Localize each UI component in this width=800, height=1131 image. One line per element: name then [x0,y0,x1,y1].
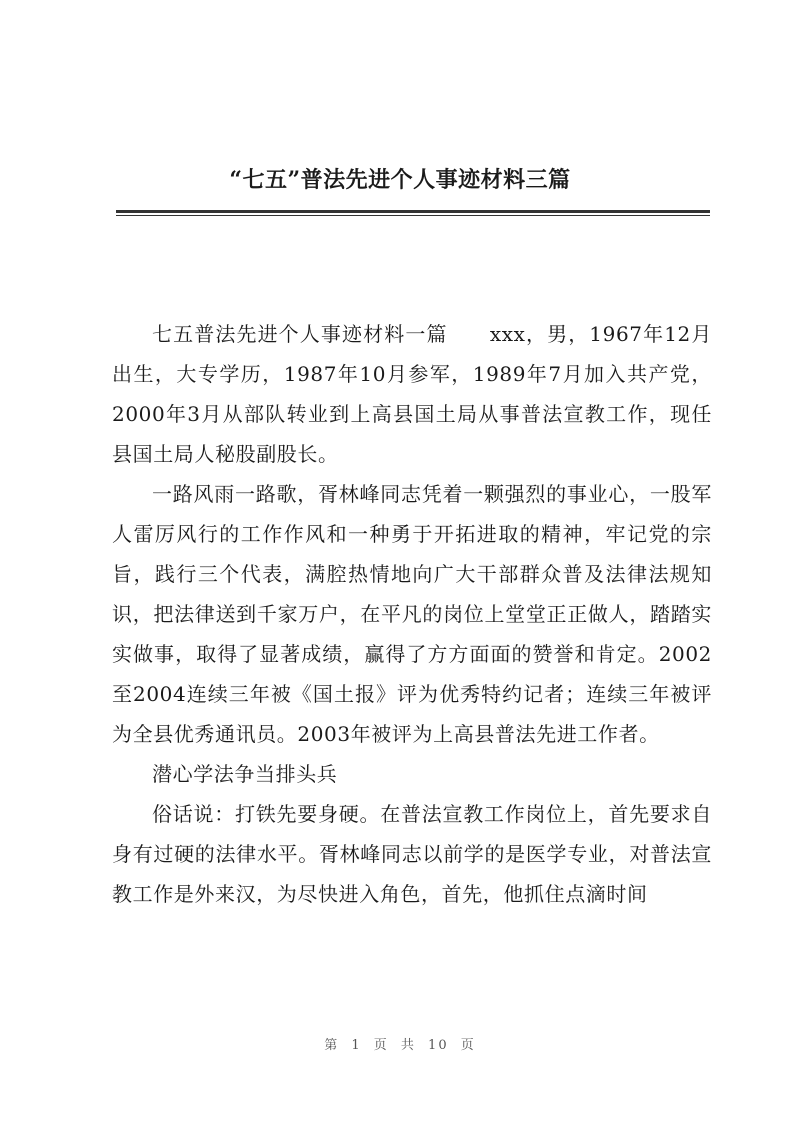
title-divider [116,210,710,216]
section-heading: 潜心学法争当排头兵 [152,762,338,786]
document-body [112,314,712,914]
document-title: “七五”普法先进个人事迹材料三篇 [229,167,571,193]
paragraph-intro: 七五普法先进个人事迹材料一篇 xxx，男，1967年12月出生，大专学历，1987年10月参军，1989年7月加入共产党，2000年3月从部队转业到上高县国土局从事普法宣教工作，现任县国土局人秘股副股长。 [112,322,712,466]
paragraph-achievements: 一路风雨一路歌，胥林峰同志凭着一颗强烈的事业心，一股军人雷厉风行的工作作风和一种勇于开拓进取的精神，牢记党的宗旨，践行三个代表，满腔热情地向广大干部群众普及法律法规知识，把法律送到千家万户，在平凡的岗位上堂堂正正做人，踏踏实实做事，取得了显著成绩，赢得了方方面面的赞誉和肯定。2002至2004连续三年被《国土报》评为优秀特约记者；连续三年被评为全县优秀通讯员。2003年被评为上高县普法先进工作者。 [112,482,712,746]
paragraph-study: 俗话说：打铁先要身硬。在普法宣教工作岗位上，首先要求自身有过硬的法律水平。胥林峰同志以前学的是医学专业，对普法宣教工作是外来汉，为尽快进入角色，首先，他抓住点滴时间 [112,802,712,906]
page-number-footer: 第 1 页 共 10 页 [324,1038,476,1053]
